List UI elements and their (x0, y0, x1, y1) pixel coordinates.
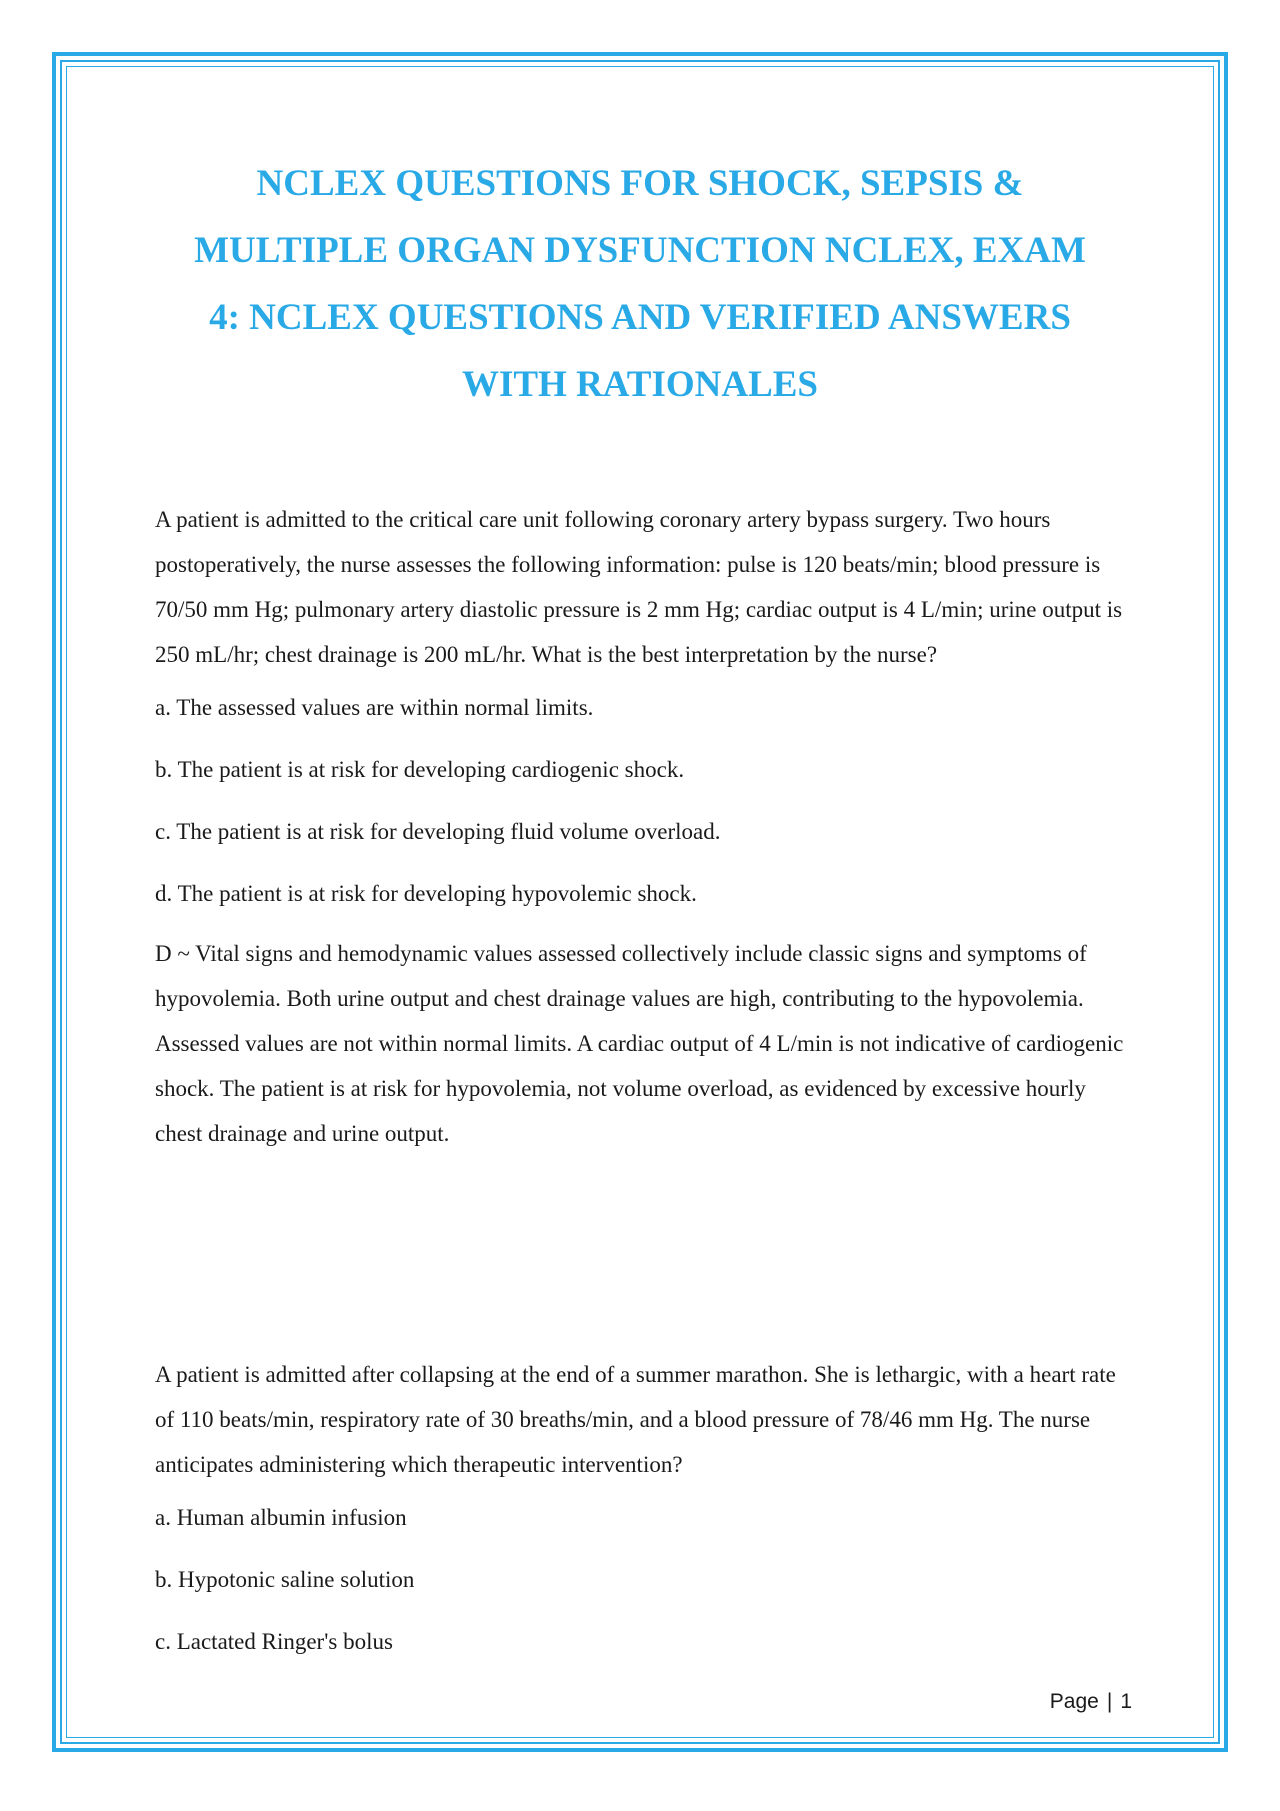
answer-option-d: d. The patient is at risk for developing hypovolemic shock. (155, 881, 697, 906)
answer-option-a: a. Human albumin infusion (155, 1505, 407, 1530)
title-line: WITH RATIONALES (461, 364, 819, 405)
page-footer (1050, 1690, 1132, 1714)
page-label: Page (1049, 1690, 1099, 1713)
answer-rationale: D ~ Vital signs and hemodynamic values assessed collectively include classic signs and symptoms of hypovolemia. Both urine output and chest drainage values are high, contributing to the hypovolemia. Assessed values are not within normal limits. A cardiac output of 4 L/min is not indicative of cardiogenic shock. The patient is at risk for hypovolemia, not volume overload, as evidenced by excessive hourly chest drainage and urine output. (155, 941, 1124, 1146)
page-separator: | (1106, 1690, 1113, 1713)
answer-option-c: c. The patient is at risk for developing fluid volume overload. (155, 819, 721, 844)
question-2 (155, 1352, 1135, 1681)
document-title (150, 150, 1130, 418)
answer-option-c: c. Lactated Ringer's bolus (155, 1629, 393, 1654)
question-1 (155, 497, 1135, 1156)
title-line: NCLEX QUESTIONS FOR SHOCK, SEPSIS & (256, 163, 1024, 204)
question-stem: A patient is admitted after collapsing at the end of a summer marathon. She is lethargic, with a heart rate of 110 beats/min, respiratory rate of 30 breaths/min, and a blood pressure of 78/46 mm Hg. The nurse anticipates administering which therapeutic intervention? (155, 1362, 1116, 1477)
title-line: MULTIPLE ORGAN DYSFUNCTION NCLEX, EXAM (194, 230, 1086, 271)
page-number: 1 (1120, 1690, 1132, 1713)
answer-option-b: b. The patient is at risk for developing cardiogenic shock. (155, 757, 685, 782)
answer-option-b: b. Hypotonic saline solution (155, 1567, 415, 1592)
question-stem: A patient is admitted to the critical care unit following coronary artery bypass surgery. Two hours postoperatively, the nurse assesses the following information: pulse is 120 beats/min; blood pressure is 70/50 mm Hg; pulmonary artery diastolic pressure is 2 mm Hg; cardiac output is 4 L/min; urine output is 250 mL/hr; chest drainage is 200 mL/hr. What is the best interpretation by the nurse? (155, 507, 1123, 667)
title-line: 4: NCLEX QUESTIONS AND VERIFIED ANSWERS (209, 297, 1071, 338)
answer-option-a: a. The assessed values are within normal limits. (155, 695, 594, 720)
